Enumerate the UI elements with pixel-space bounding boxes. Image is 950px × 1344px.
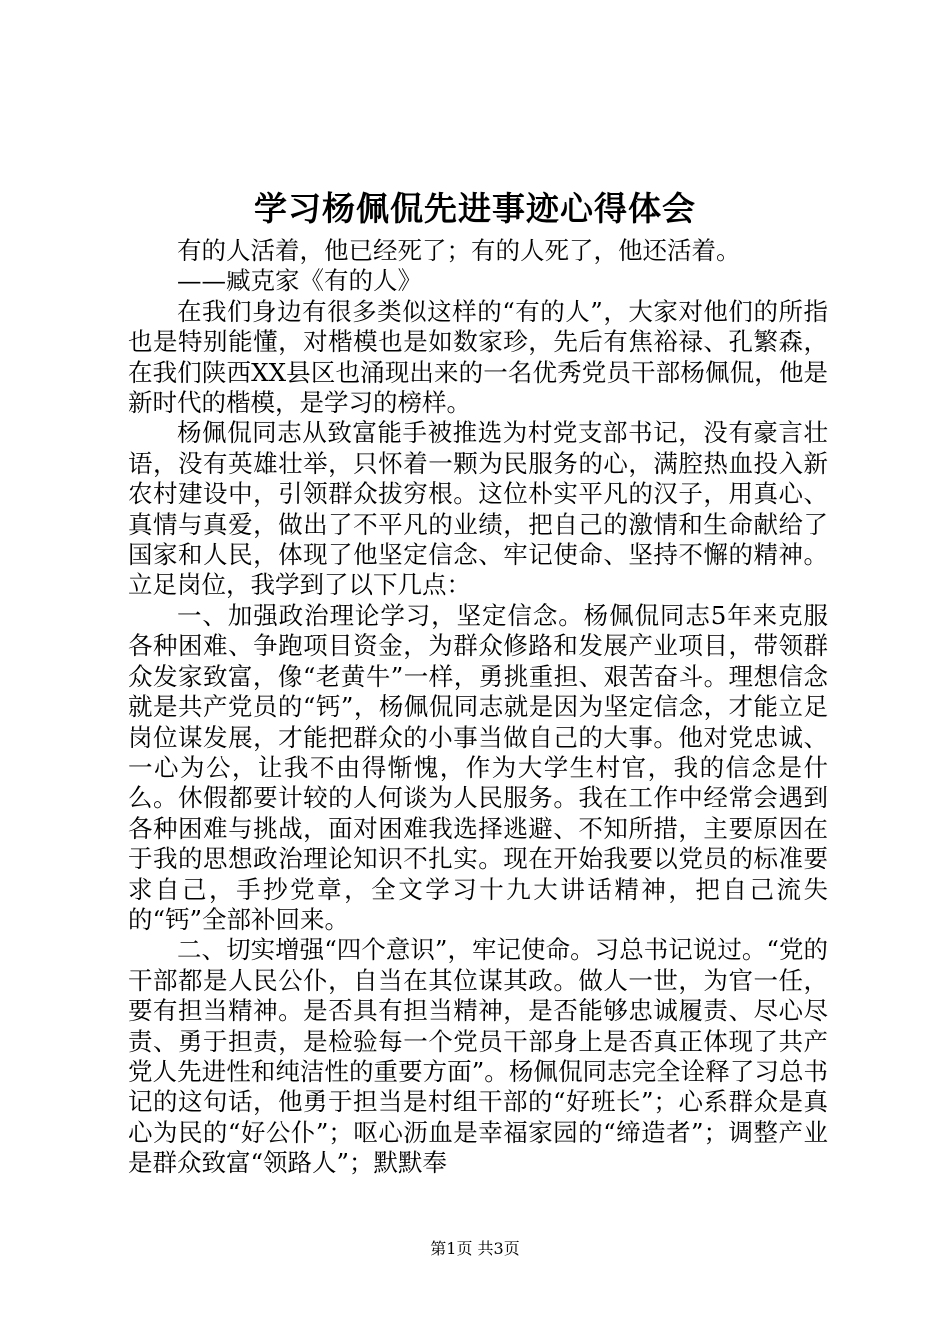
- paragraph-point-one: 一、加强政治理论学习，坚定信念。杨佩侃同志5年来克服各种困难、争跑项目资金，为群众修路和发展产业项目，带领群众发家致富，像“老黄牛”一样，勇挑重担、艰苦奋斗。理想信念就是共产党员的“钙”，杨佩侃同志就是因为坚定信念，才能立足岗位谋发展，才能把群众的小事当做自己的大事。他对党忠诚、一心为公，让我不由得惭愧，作为大学生村官，我的信念是什么。休假都要计较的人何谈为人民服务。我在工作中经常会遇到各种困难与挑战，面对困难我选择逃避、不知所措，主要原因在于我的思想政治理论知识不扎实。现在开始我要以党员的标准要求自己，手抄党章，全文学习十九大讲话精神，把自己流失的“钙”全部补回来。: [128, 600, 828, 934]
- epigraph-attribution: ——臧克家《有的人》: [177, 266, 422, 296]
- page-footer: 第1页 共3页: [430, 1239, 520, 1258]
- paragraph-background: 杨佩侃同志从致富能手被推选为村党支部书记，没有豪言壮语，没有英雄壮举，只怀着一颗为民服务的心，满腔热血投入新农村建设中，引领群众拔穷根。这位朴实平凡的汉子，用真心、真情与真爱，做出了不平凡的业绩，把自己的激情和生命献给了国家和人民，体现了他坚定信念、牢记使命、坚持不懈的精神。立足岗位，我学到了以下几点：: [128, 418, 828, 600]
- paragraph-intro: 在我们身边有很多类似这样的“有的人”，大家对他们的所指也是特别能懂，对楷模也是如数家珍，先后有焦裕禄、孔繁森，在我们陕西XX县区也涌现出来的一名优秀党员干部杨佩侃，他是新时代的楷模，是学习的榜样。: [128, 296, 828, 418]
- document-body: [128, 236, 828, 1179]
- epigraph-quote: 有的人活着，他已经死了；有的人死了，他还活着。: [177, 236, 741, 265]
- document-title: 学习杨佩侃先进事迹心得体会: [254, 189, 696, 228]
- paragraph-point-two: 二、切实增强“四个意识”，牢记使命。习总书记说过。“党的干部都是人民公仆，自当在其位谋其政。做人一世，为官一任，要有担当精神。是否具有担当精神，是否能够忠诚履责、尽心尽责、勇于担责，是检验每一个党员干部身上是否真正体现了共产党人先进性和纯洁性的重要方面”。杨佩侃同志完全诠释了习总书记的这句话，他勇于担当是村组干部的“好班长”；心系群众是真心为民的“好公仆”；呕心沥血是幸福家园的“缔造者”；调整产业是群众致富“领路人”；默默奉: [128, 935, 828, 1178]
